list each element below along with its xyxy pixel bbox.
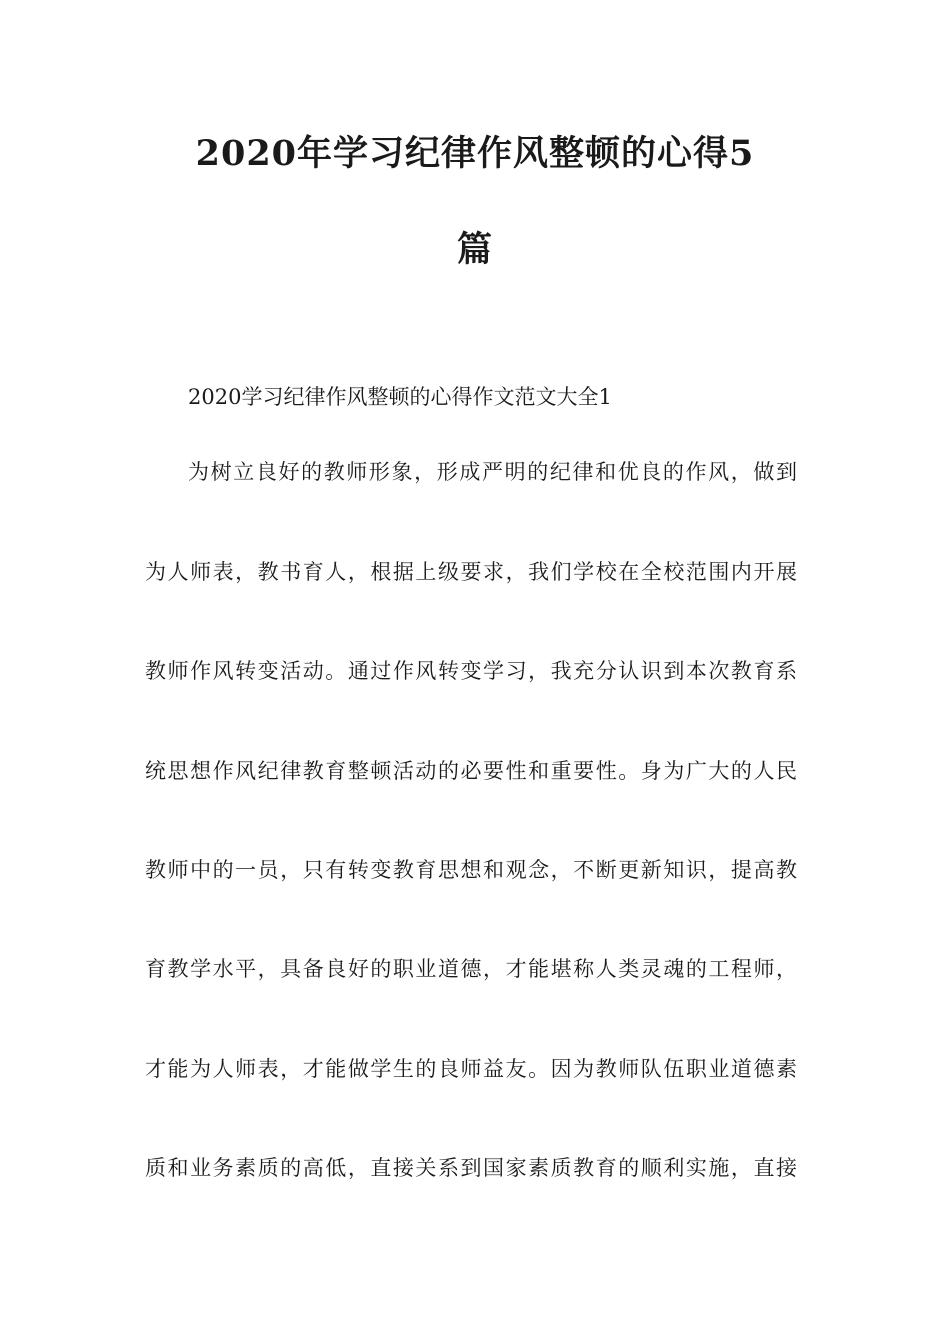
body-line-3: 教师作风转变活动。通过作风转变学习，我充分认识到本次教育系 bbox=[145, 659, 797, 683]
body-line-8: 质和业务素质的高低，直接关系到国家素质教育的顺利实施，直接 bbox=[145, 1156, 797, 1180]
document-title-line-1: 2020年学习纪律作风整顿的心得5 bbox=[195, 133, 755, 174]
body-line-6: 育教学水平，具备良好的职业道德，才能堪称人类灵魂的工程师， bbox=[145, 957, 797, 981]
body-line-1: 为树立良好的教师形象，形成严明的纪律和优良的作风，做到 bbox=[188, 460, 797, 484]
body-line-5: 教师中的一员，只有转变教育思想和观念，不断更新知识，提高教 bbox=[145, 858, 797, 882]
document-title-line-2: 篇 bbox=[456, 229, 493, 270]
body-line-7: 才能为人师表，才能做学生的良师益友。因为教师队伍职业道德素 bbox=[145, 1057, 797, 1081]
body-line-2: 为人师表，教书育人，根据上级要求，我们学校在全校范围内开展 bbox=[145, 560, 797, 584]
body-line-4: 统思想作风纪律教育整顿活动的必要性和重要性。身为广大的人民 bbox=[145, 759, 797, 783]
section-heading: 2020学习纪律作风整顿的心得作文范文大全1 bbox=[188, 385, 612, 409]
